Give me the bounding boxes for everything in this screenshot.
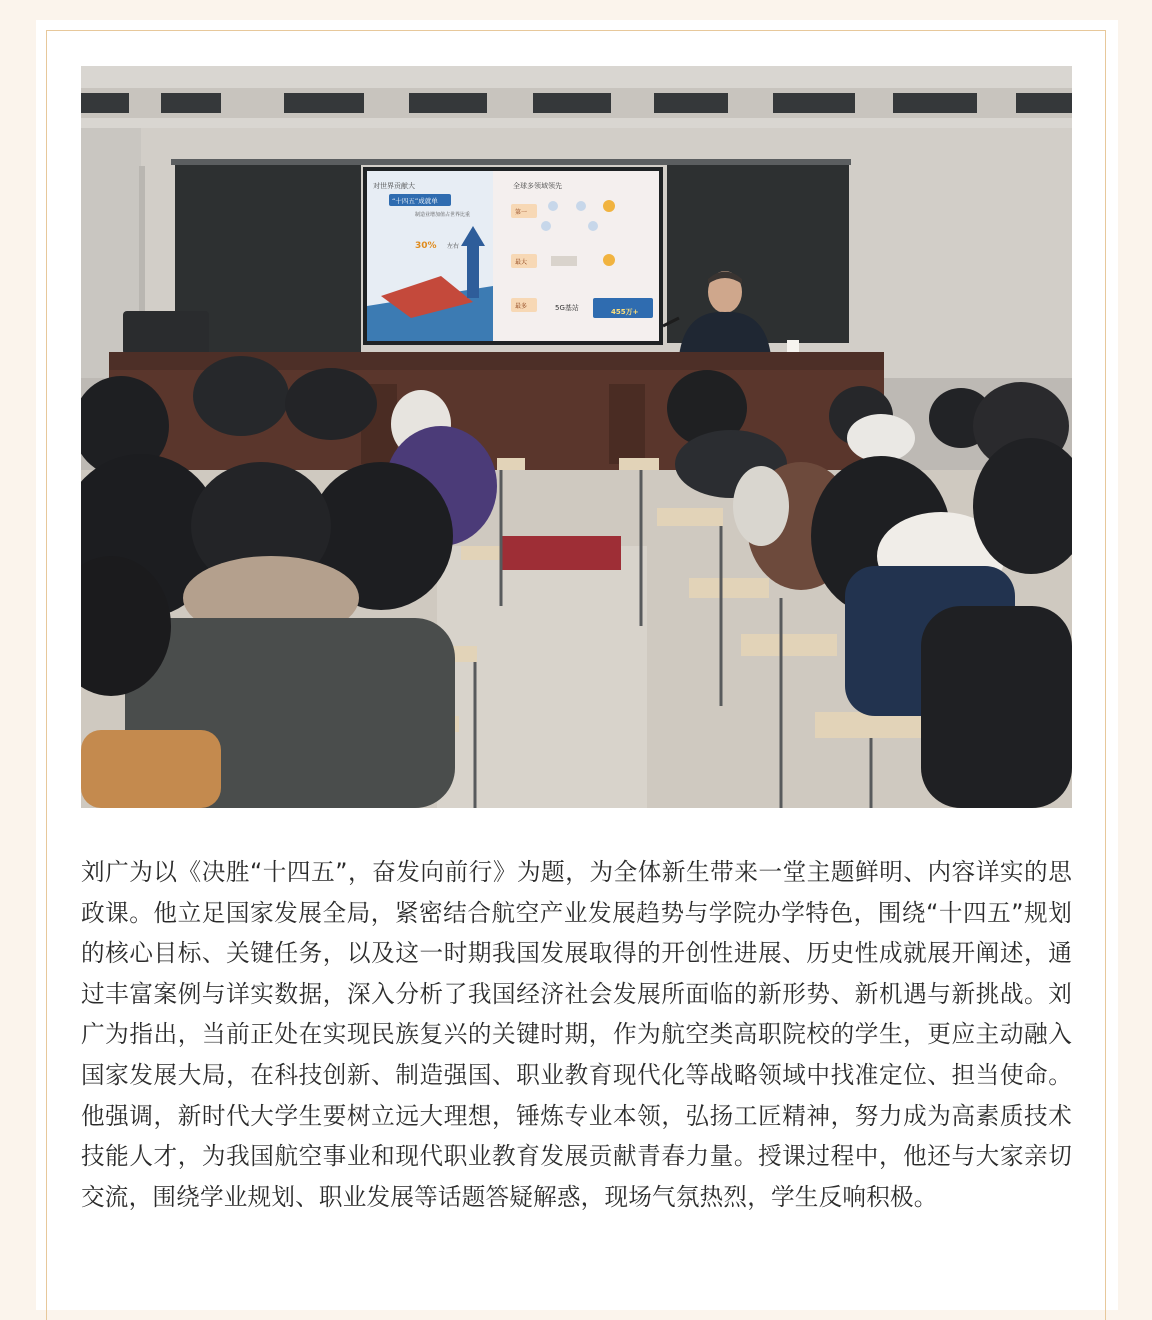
slide-row1-tag: 第一 <box>515 209 528 216</box>
ceiling-light <box>81 93 129 113</box>
stage-chair <box>123 311 209 355</box>
slide-row2-tag: 最大 <box>515 259 528 266</box>
desk <box>741 634 837 656</box>
slide-row3-value: 455万+ <box>611 308 639 316</box>
desk <box>497 458 525 470</box>
article-paragraph: 刘广为以《决胜“十四五”，奋发向前行》为题，为全体新生带来一堂主题鲜明、内容详实的思政课。他立足国家发展全局，紧密结合航空产业发展趋势与学院办学特色，围绕“十四五”规划的核心目标、关键任务，以及这一时期我国发展取得的开创性进展、历史性成就展开阐述，通过丰富案例与详实数据，深入分析了我国经济社会发展所面临的新形势、新机遇与新挑战。刘广为指出，当前正处在实现民族复兴的关键时期，作为航空类高职院校的学生，更应主动融入国家发展大局，在科技创新、制造强国、职业教育现代化等战略领域中找准定位、担当使命。他强调，新时代大学生要树立远大理想，锤炼专业本领，弘扬工匠精神，努力成为高素质技术技能人才，为我国航空事业和现代职业教育发展贡献青春力量。授课过程中，他还与大家亲切交流，围绕学业规划、职业发展等话题答疑解惑，现场气氛热烈，学生反响积极。 <box>81 858 1072 1211</box>
ceiling-light <box>409 93 487 113</box>
ceiling-light <box>893 93 977 113</box>
slide-row3-label: 5G基站 <box>555 304 579 312</box>
desk <box>657 508 723 526</box>
slide-left-suffix: 左右 <box>447 243 460 250</box>
ceiling-light <box>654 93 728 113</box>
student <box>193 356 289 436</box>
blackboard-right <box>667 163 849 343</box>
ceiling-light <box>284 93 364 113</box>
slide-left-heading: 对世界贡献大 <box>373 182 415 190</box>
student <box>733 466 789 546</box>
student-orange-jacket <box>81 730 221 808</box>
student <box>847 414 915 462</box>
slide-right-heading: 全球多领域领先 <box>513 182 562 190</box>
student <box>921 606 1072 808</box>
ceiling-light <box>773 93 855 113</box>
desk <box>689 578 769 598</box>
slide-row3-tag: 最多 <box>515 303 528 310</box>
slide-badge-text: “十四五”成就单 <box>392 197 438 205</box>
lecture-photo-illustration <box>81 66 1072 808</box>
slide-left-caption: 制造业增加值占世界比重 <box>415 212 471 218</box>
student <box>285 368 377 440</box>
ceiling-light <box>533 93 611 113</box>
ceiling-light <box>161 93 221 113</box>
slide-left-value: 30% <box>415 241 437 251</box>
desk <box>461 546 501 560</box>
desk <box>619 458 659 470</box>
ceiling-light <box>1016 93 1072 113</box>
aisle-carpet <box>501 536 621 570</box>
lecture-photo <box>81 66 1072 808</box>
